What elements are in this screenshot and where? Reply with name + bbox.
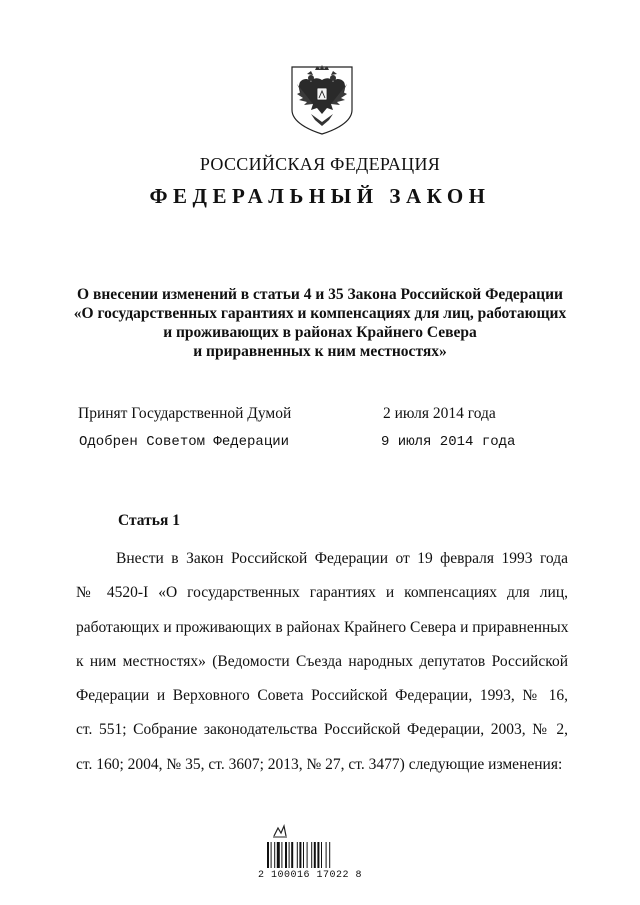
- law-subject: [40, 285, 600, 361]
- adopted-date: 2 июля 2014 года: [383, 405, 496, 422]
- document-type: ФЕДЕРАЛЬНЫЙ ЗАКОН: [149, 184, 491, 208]
- article-line: Федерации и Верховного Совета Российской Федерации, 1993, № 16,: [76, 687, 568, 705]
- subject-line: и проживающих в районах Крайнего Севера: [163, 324, 477, 341]
- barcode-number: 2 100016 17022 8: [258, 870, 363, 881]
- coat-of-arms-icon: [289, 64, 355, 136]
- subject-line: и приравненных к ним местностях»: [193, 343, 447, 360]
- adopted-label: Принят Государственной Думой: [78, 405, 292, 422]
- article-body: [76, 542, 568, 782]
- article-line: к ним местностях» (Ведомости Съезда народных депутатов Российской: [76, 652, 568, 670]
- approved-label: Одобрен Советом Федерации: [79, 434, 290, 450]
- article-line: № 4520-I «О государственных гарантиях и компенсациях для лиц,: [76, 584, 568, 602]
- article-line: ст. 160; 2004, № 35, ст. 3607; 2013, № 27, ст. 3477) следующие изменения:: [76, 755, 563, 773]
- article-line: ст. 551; Собрание законодательства Российской Федерации, 2003, № 2,: [76, 721, 568, 739]
- approved-date: 9 июля 2014 года: [381, 434, 516, 450]
- article-line: работающих и проживающих в районах Крайнего Севера и приравненных: [76, 618, 569, 636]
- article-line: Внести в Закон Российской Федерации от 19 февраля 1993 года: [116, 550, 568, 567]
- country-name: РОССИЙСКАЯ ФЕДЕРАЦИЯ: [199, 154, 441, 174]
- article-heading: Статья 1: [118, 512, 180, 529]
- subject-line: О внесении изменений в статьи 4 и 35 Закона Российской Федерации: [77, 286, 563, 303]
- subject-line: «О государственных гарантиях и компенсациях для лиц, работающих: [73, 305, 567, 322]
- stamp-mark-icon: [272, 824, 288, 838]
